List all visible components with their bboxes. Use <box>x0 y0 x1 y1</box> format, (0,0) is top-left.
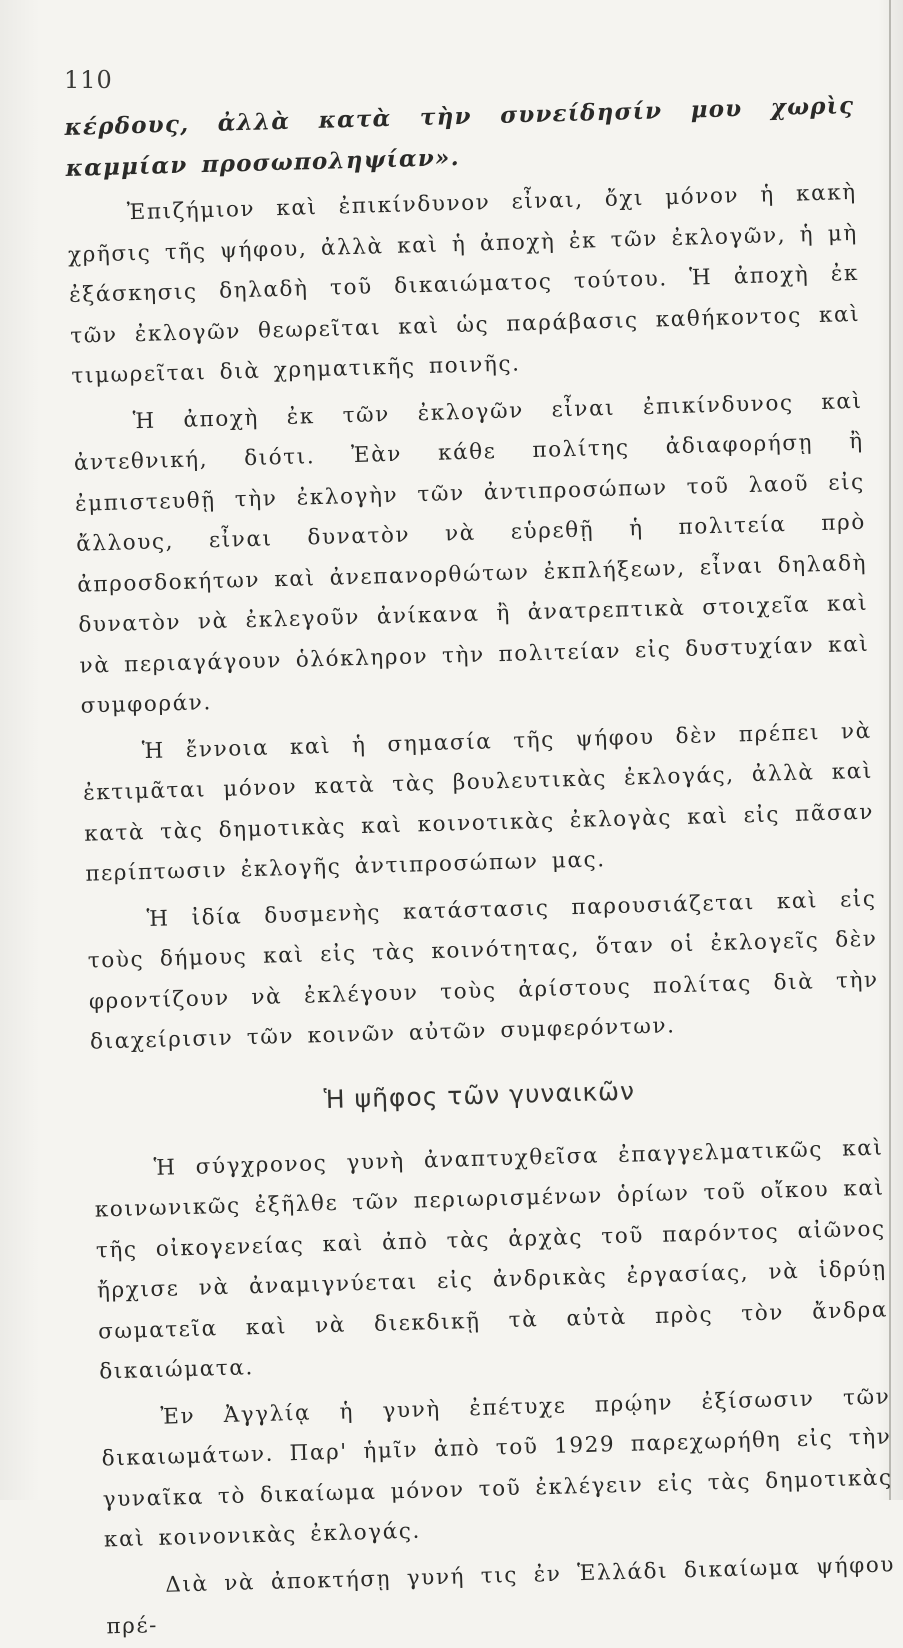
paragraph-england: Ἐν Ἀγγλίᾳ ἡ γυνὴ ἐπέτυχε πρῴην ἐξίσωσιν τῶν δικαιωμάτων. Παρ' ἡμῖν ἀπὸ τοῦ 1929 παρεχωρήθη εἰς τὴν γυναῖκα τὸ δικαίωμα μόνον τοῦ ἐκλέγειν εἰς τὰς δημοτικὰς καὶ κοινονικὰς ἐκλογάς. <box>101 1383 893 1553</box>
page-text <box>64 86 897 1648</box>
paragraph-municipalities: Ἡ ἰδία δυσμενὴς κατάστασις παρουσιάζεται καὶ εἰς τοὺς δήμους καὶ εἰς τὰς κοινότητας, ὅταν οἱ ἐκλογεῖς δὲν φροντίζουν νὰ ἐκλέγουν τοὺς ἀρίστους πολίτας διὰ τὴν διαχείρισιν τῶν κοινῶν αὐτῶν συμφερόντων. <box>87 886 880 1055</box>
paragraph-abstention-harm: Ἐπιζήμιον καὶ ἐπικίνδυνον εἶναι, ὄχι μόνον ἡ κακὴ χρῆσις τῆς ψήφου, ἀλλὰ καὶ ἡ ἀποχὴ ἐκ τῶν ἐκλογῶν, ἡ μὴ ἐξάσκησις δηλαδὴ τοῦ δικαιώματος τούτου. Ἡ ἀποχὴ ἐκ τῶν ἐκλογῶν θεωρεῖται καὶ ὡς παράβασις καθήκοντος καὶ τιμωρεῖται διὰ χρηματικῆς ποινῆς. <box>67 179 861 389</box>
paragraph-modern-woman: Ἡ σύγχρονος γυνὴ ἀναπτυχθεῖσα ἐπαγγελματικῶς καὶ κοινωνικῶς ἐξῆλθε τῶν περιωρισμένων ὁρίων τοῦ οἴκου καὶ τῆς οἰκογενείας καὶ ἀπὸ τὰς ἀρχὰς τοῦ παρόντος αἰῶνος ἤρχισε νὰ ἀναμιγνύεται εἰς ἀνδρικὰς ἐργασίας, νὰ ἱδρύῃ σωματεῖα καὶ νὰ διεκδικῇ τὰ αὐτὰ πρὸς τὸν ἄνδρα δικαιώματα. <box>94 1135 889 1385</box>
page-edge <box>889 0 891 1500</box>
paragraph-greece: Διὰ νὰ ἀποκτήσῃ γυνή τις ἐν Ἑλλάδι δικαίωμα ψήφου πρέ- <box>106 1551 896 1640</box>
page-number: 110 <box>64 66 113 94</box>
paragraph-vote-meaning: Ἡ ἔννοια καὶ ἡ σημασία τῆς ψήφου δὲν πρέπει νὰ ἐκτιμᾶται μόνον κατὰ τὰς βουλευτικὰς ἐκλογάς, ἀλλὰ καὶ κατὰ τὰς δημοτικὰς καὶ κοινοτικὰς ἐκλογὰς καὶ εἰς πᾶσαν περίπτωσιν ἐκλογῆς ἀντιπροσώπων μας. <box>82 718 875 887</box>
paragraph-opening: κέρδους, ἀλλὰ κατὰ τὴν συνείδησίν μου χωρὶς καμμίαν προσωποληψίαν». <box>64 91 855 182</box>
section-heading: Ἡ ψῆφος τῶν γυναικῶν <box>323 1075 636 1114</box>
paragraph-abstention-danger: Ἡ ἀποχὴ ἐκ τῶν ἐκλογῶν εἶναι ἐπικίνδυνος καὶ ἀντεθνική, διότι. Ἐὰν κάθε πολίτης ἀδιαφορήσῃ ἢ ἐμπιστευθῇ τὴν ἐκλογὴν τῶν ἀντιπροσώπων τοῦ λαοῦ εἰς ἄλλους, εἶναι δυνατὸν νὰ εὑρεθῇ ἡ πολιτεία πρὸ ἀπροσδοκήτων καὶ ἀνεπανορθώτων ἐκπλήξεων, εἶναι δηλαδὴ δυνατὸν νὰ ἐκλεγοῦν ἀνίκανα ἢ ἀνατρεπτικὰ στοιχεῖα καὶ νὰ περιαγάγουν ὁλόκληρον τὴν πολιτείαν εἰς δυστυχίαν καὶ συμφοράν. <box>73 388 870 719</box>
